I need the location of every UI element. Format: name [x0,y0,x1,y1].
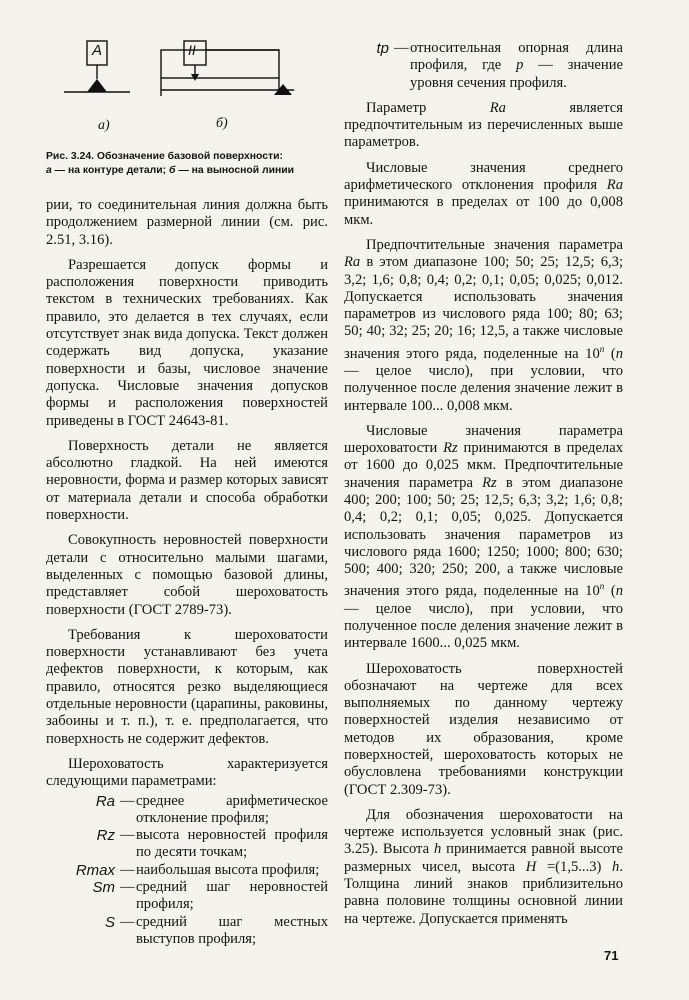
right-column [344,0,623,928]
figure-caption: Рис. 3.24. Обозначение базовой поверхности: а — на контуре детали; б — на выносной линии [46,151,295,176]
page-number: 71 [604,948,619,963]
paragraph-roughness-definition: Совокупность неровностей поверхности детали с относительно малыми шагами, выделенных с помощью базовой длины, представляет собой шероховатость поверхности (ГОСТ 2789-73). [46,532,328,618]
paragraph-tolerance-text: Разрешается допуск формы и расположения поверхности приводить текстом в технических требованиях. Как правило, это делается в тех случаях, если отсутствует знак вида допуска. Текст должен содержать вид допуска, указание поверхности и базы, числовое значение допуска. Числовые значения допусков формы и расположения поверхностей приведены в ГОСТ 24643-81. [46,256,328,429]
paragraph-ra-preferred: Параметр Ra является предпочтительным из перечисленных выше параметров. [344,99,623,151]
figure-label-b: б) [216,116,228,131]
paragraph-surface-not-smooth: Поверхность детали не является абсолютно гладкой. На ней имеются неровности, форма и размер которых зависят от материала детали и способа обработки поверхности. [46,437,328,524]
paragraph-ra-values: Предпочтительные значения параметра Ra в этом диапазоне 100; 50; 25; 12,5; 6,3; 3,2; 1,6; 0,8; 0,4; 0,2; 0,1; 0,05; 0,025; 0,012. Допускается использовать значения параметров из числового ряда 100; 80; 63; 50; 40; 32; 25; 20; 16; 12,5, а также числовые значения этого ряда, поделенные на 10$^n$ (n — целое число), при условии, что полученное после деления значение лежит в интервале 100... 0,008 мкм. [344,236,623,414]
paragraph-ra-range: Числовые значения среднего арифметического отклонения профиля Ra принимаются в пределах от 100 до 0,008 мкм. [344,159,623,228]
left-column [46,0,328,948]
parameter-list [46,793,328,949]
paragraph-continuation: рии, то соединительная линия должна быть продолжением размерной линии (см. рис. 2.51, 3.16). [46,197,328,248]
parameter-item: Rz — высота неровностей профиля по десяти точкам; [96,827,328,861]
figure-label-a: а) [98,118,110,133]
parameter-item: S — средний шаг местных выступов профиля; [104,913,328,947]
figure-box-label-a: A [92,42,103,59]
parameter-item: Ra — среднее арифметическое отклонение профиля; [95,792,328,826]
paragraph-roughness-requirements: Требования к шероховатости поверхности устанавливают без учета дефектов поверхности, к которым, как правило, относятся резко выделяющиеся отдельные неровности (царапины, раковины, забоины и т. п.), т. е. предполагается, что поверхность не содержит дефектов. [46,626,328,747]
paragraph-parameters-intro: Шероховатость характеризуется следующими параметрами: [46,755,328,790]
paragraph-roughness-marking: Шероховатость поверхностей обозначают на чертеже для всех выполняемых по данному чертежу поверхностей изделия независимо от методов их образования, кроме поверхностей, шероховатость которых не обусловлена требованиями конструкции (ГОСТ 2.309-73). [344,660,623,798]
parameter-item: Sm — средний шаг неровностей профиля; [92,878,328,913]
parameter-item: Rmax — наибольшая высота профиля; [75,861,320,879]
figure-box-label-b: II [188,42,196,58]
paragraph-rz-values: Числовые значения параметра шероховатости Rz принимаются в пределах от 1600 до 0,025 мкм. Предпочтительные значения параметра Rz в этом диапазоне 400; 200; 100; 50; 25; 12,5; 6,3; 3,2; 1,6; 0,8; 0,4; 0,2; 0,1; 0,05; 0,025. Допускается использовать значения параметров из числового ряда 1600; 1250; 1000; 800; 630; 500; 400; 320; 250; 200, а также числовые значения этого ряда, поделенные на 10$^n$ (n — целое число), при условии, что полученное после деления значение лежит в интервале 1600... 0,025 мкм. [344,422,623,652]
paragraph-roughness-sign: Для обозначения шероховатости на чертеже используется условный знак (рис. 3.25). Высота h принимается равной высоте размерных чисел, высота H =(1,5...3) h. Толщина линий знаков приблизительно равна половине толщины основной линии на чертеже. Допускается применять [344,806,623,927]
parameter-item-tp: tp — относительная опорная длина профиля, где p — значение уровня сечения профиля. [376,40,623,91]
